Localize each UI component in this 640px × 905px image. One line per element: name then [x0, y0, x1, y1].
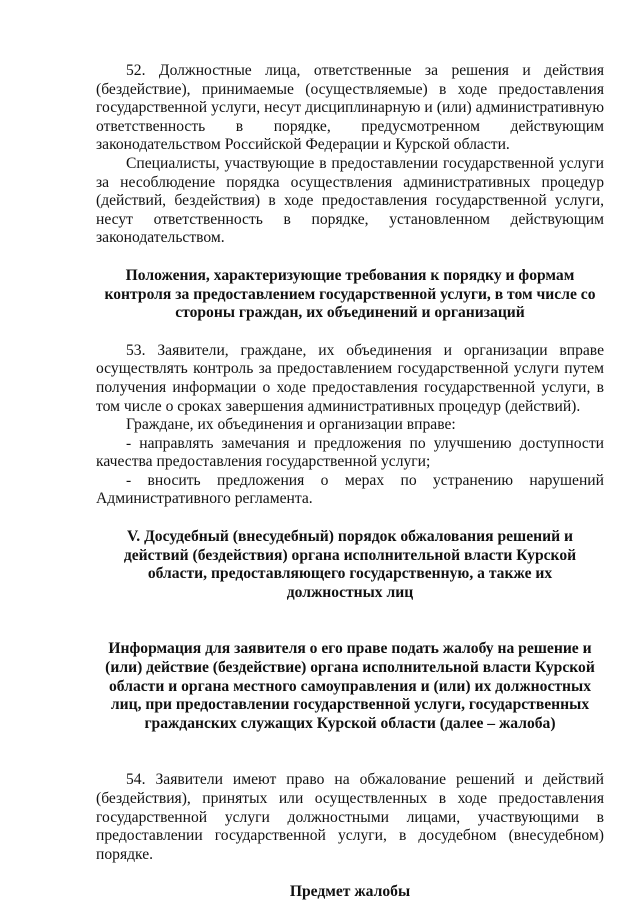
paragraph-54: 54. Заявители имеют право на обжалование решений и действий (бездействия), принятых или осуществленных в ходе предоставления государственной услуги должностными лицами, участвующими в предоставлении государственной услуги, в досудебном (внесудебном) порядке. [96, 771, 604, 863]
heading-control-provisions: Положения, характеризующие требования к порядку и формам контроля за предоставлением государственной услуги, в том числе со стороны граждан, их объединений и организаций [104, 266, 596, 322]
document-page [96, 62, 604, 902]
paragraph-52-specialists: Специалисты, участвующие в предоставлении государственной услуги за несоблюдение порядка осуществления административных процедур (действий, бездействия) в ходе предоставления государственной услуги, несут ответственность в порядке, установленном действующим законодательством. [96, 154, 604, 247]
paragraph-53: 53. Заявители, граждане, их объединения и организации вправе осуществлять контроль за предоставлением государственной услуги путем получения информации о ходе предоставления государственной услуги, в том числе о сроках завершения административных процедур (действий). [96, 341, 604, 415]
heading-complaint-subject: Предмет жалобы [289, 883, 411, 901]
paragraph-52: 52. Должностные лица, ответственные за решения и действия (бездействие), принимаемые (осуществляемые) в ходе предоставления государственной услуги, несут дисциплинарную и (или) административную ответственность в порядке, предусмотренном действующим законодательством Российской Федерации и Курской области. [96, 62, 604, 154]
paragraph-53-rights: Граждане, их объединения и организации вправе: [126, 416, 456, 434]
list-item-remarks: - направлять замечания и предложения по улучшению доступности качества предоставления государственной услуги; [96, 434, 604, 471]
list-item-proposals: - вносить предложения о мерах по устранению нарушений Административного регламента. [96, 471, 604, 508]
heading-complaint-info: Информация для заявителя о его праве подать жалобу на решение и (или) действие (бездействие) органа исполнительной власти Курской области и органа местного самоуправления и (или) их должностных лиц, при предоставлении государственной услуги, государственных гражданских служащих Курской области (далее – жалоба) [105, 640, 595, 732]
heading-section-v: V. Досудебный (внесудебный) порядок обжалования решений и действий (бездействия) органа исполнительной власти Курской области, предоставляющего государственную, а также их должностных лиц [123, 528, 577, 601]
